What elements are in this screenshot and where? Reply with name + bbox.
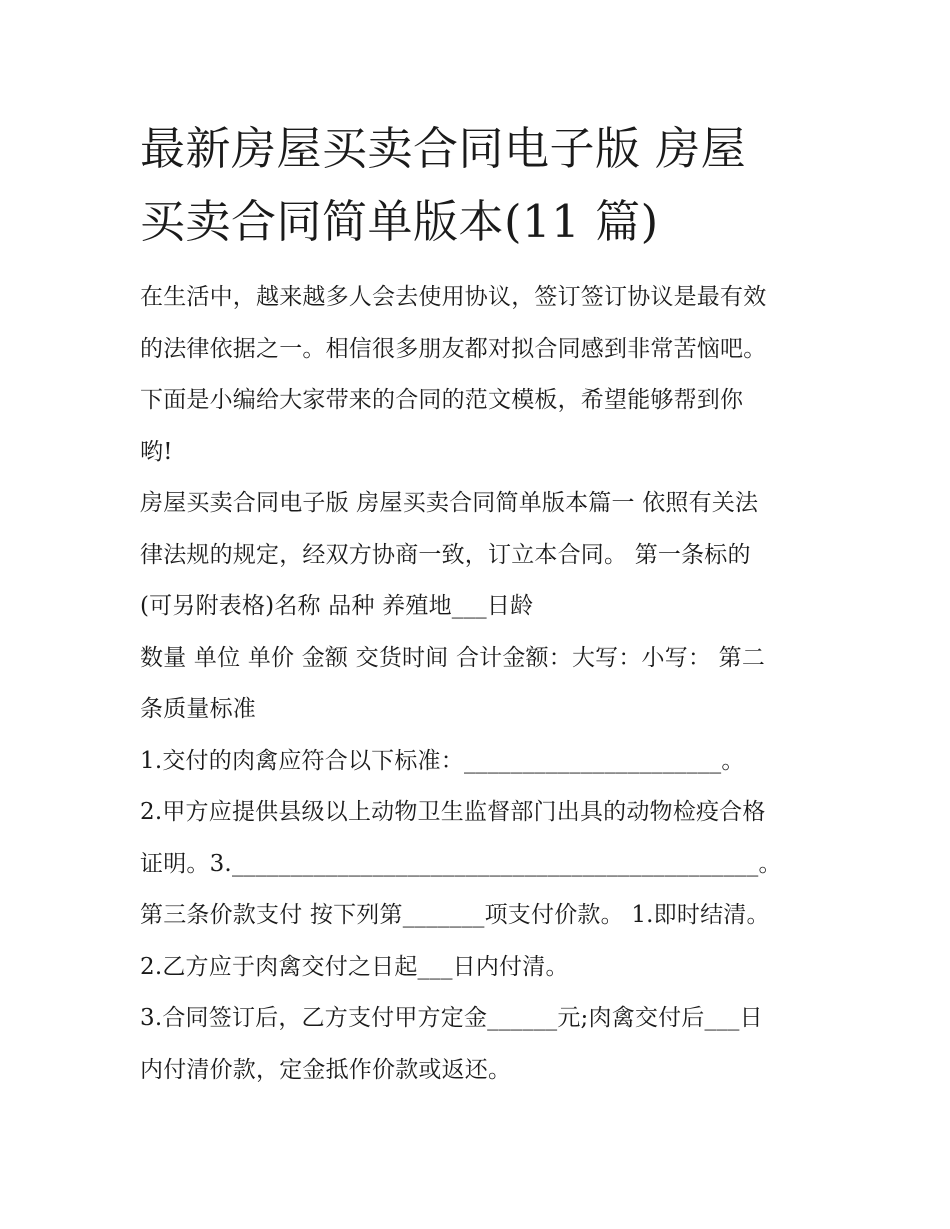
payment-clause xyxy=(140,890,820,942)
text-line: 内付清价款，定金抵作价款或返还。 xyxy=(140,1056,512,1083)
text-line: 条质量标准 xyxy=(140,696,256,722)
quality-clause-1 xyxy=(140,736,820,788)
text-line: 的法律依据之一。相信很多朋友都对拟合同感到非常苦恼吧。 xyxy=(140,335,767,362)
quantity-paragraph xyxy=(140,633,820,736)
text-line: 3.合同签订后，乙方支付甲方定金______元;肉禽交付后___日 xyxy=(140,1005,763,1031)
title-line: 最新房屋买卖合同电子版 房屋 xyxy=(140,122,747,175)
text-line: 律法规的规定，经双方协商一致，订立本合同。 第一条标的 xyxy=(140,541,751,568)
text-line: 证明。3._____________________________________________。 xyxy=(140,850,782,877)
text-line: 1.交付的肉禽应符合以下标准：______________________。 xyxy=(140,747,745,774)
payment-option-3 xyxy=(140,993,820,1096)
text-line: 第三条价款支付 按下列第_______项支付价款。 1.即时结清。 xyxy=(140,902,770,928)
document-body xyxy=(140,272,820,1096)
text-line: 在生活中，越来越多人会去使用协议，签订签订协议是最有效 xyxy=(140,284,767,310)
text-line: 房屋买卖合同电子版 房屋买卖合同简单版本篇一 依照有关法 xyxy=(140,490,759,516)
text-line: (可另附表格)名称 品种 养殖地___日龄 xyxy=(140,593,534,619)
text-line: 数量 单位 单价 金额 交货时间 合计金额：大写：小写： 第二 xyxy=(140,644,766,671)
text-line: 哟! xyxy=(140,438,173,465)
title-line: 买卖合同简单版本(11 篇) xyxy=(140,195,659,248)
payment-option-2 xyxy=(140,942,820,994)
quality-clause-2 xyxy=(140,787,820,890)
intro-paragraph xyxy=(140,272,820,478)
text-line: 2.乙方应于肉禽交付之日起___日内付清。 xyxy=(140,953,569,980)
contract-intro-paragraph xyxy=(140,478,820,633)
document-title xyxy=(140,112,820,258)
text-line: 下面是小编给大家带来的合同的范文模板，希望能够帮到你 xyxy=(140,387,744,413)
document-page xyxy=(140,112,820,1096)
text-line: 2.甲方应提供县级以上动物卫生监督部门出具的动物检疫合格 xyxy=(140,799,766,825)
